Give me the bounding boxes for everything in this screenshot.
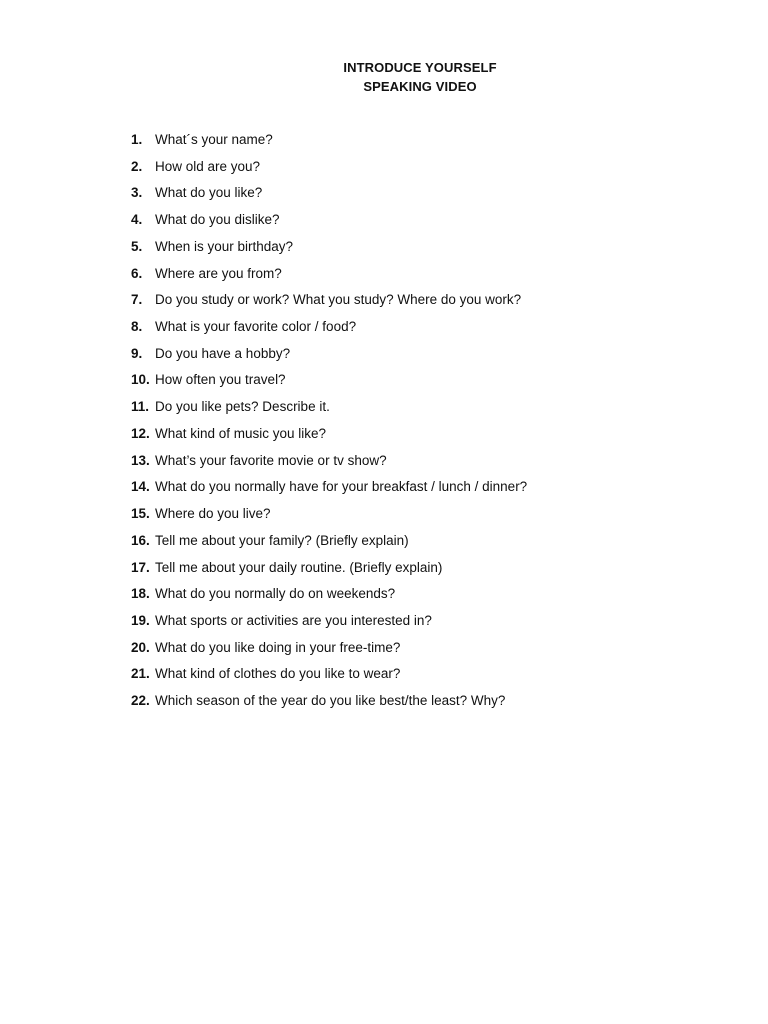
question-number: 2. [131,158,143,174]
question-number: 5. [131,238,143,254]
question-text: Do you have a hobby? [155,345,291,361]
question-number: 19. [131,612,150,628]
question-text: Do you like pets? Describe it. [155,399,330,415]
question-item [131,424,527,451]
question-item [131,317,527,344]
question-text: What´s your name? [155,132,273,147]
question-number: 9. [131,345,143,361]
question-text: What kind of music you like? [155,425,327,441]
question-number: 13. [131,452,150,468]
question-item [131,157,527,184]
question-item [131,664,527,691]
question-item [131,531,527,558]
question-text: What do you like doing in your free-time? [155,639,401,655]
question-number: 16. [131,532,150,548]
question-number: 6. [131,265,143,281]
question-number: 20. [131,639,150,655]
question-number: 10. [131,372,150,388]
question-number: 7. [131,292,143,308]
question-number: 22. [131,693,150,709]
question-number: 3. [131,185,143,201]
question-item [131,344,527,371]
question-text: Do you study or work? What you study? Where do you work? [155,292,522,308]
question-number: 15. [131,506,150,522]
question-text: What do you normally do on weekends? [155,586,396,602]
question-list [131,130,527,718]
title-line-1: INTRODUCE YOURSELF [343,60,497,75]
question-item [131,558,527,585]
question-text: What kind of clothes do you like to wear? [155,666,401,682]
question-number: 14. [131,479,150,495]
question-number: 1. [131,132,143,147]
question-text: Tell me about your family? (Briefly explain) [155,532,409,548]
question-text: What do you normally have for your breakfast / lunch / dinner? [155,479,528,495]
question-number: 12. [131,425,150,441]
question-number: 17. [131,559,150,575]
question-text: What’s your favorite movie or tv show? [155,452,387,468]
title-line-2: SPEAKING VIDEO [363,79,477,94]
question-item [131,691,527,718]
question-number: 21. [131,666,150,682]
question-number: 8. [131,319,143,335]
question-number: 18. [131,586,150,602]
question-number: 4. [131,212,143,228]
question-item [131,451,527,478]
question-text: When is your birthday? [155,238,294,254]
question-item [131,210,527,237]
question-item [131,611,527,638]
question-text: What do you dislike? [155,212,280,228]
question-text: What sports or activities are you interested in? [155,612,432,628]
question-item [131,237,527,264]
question-item [131,638,527,665]
question-item [131,183,527,210]
question-text: Where are you from? [155,265,282,281]
question-item [131,370,527,397]
document-title [0,58,768,96]
question-text: Where do you live? [155,506,271,522]
question-item [131,130,527,157]
question-item [131,397,527,424]
question-item [131,584,527,611]
question-item [131,504,527,531]
question-number: 11. [131,399,150,415]
question-text: What is your favorite color / food? [155,319,357,335]
question-text: Which season of the year do you like best/the least? Why? [155,693,506,709]
question-item [131,477,527,504]
question-text: How old are you? [155,158,261,174]
question-text: What do you like? [155,185,263,201]
question-text: How often you travel? [155,372,286,388]
question-item [131,264,527,291]
question-item [131,290,527,317]
question-text: Tell me about your daily routine. (Briefly explain) [155,559,443,575]
